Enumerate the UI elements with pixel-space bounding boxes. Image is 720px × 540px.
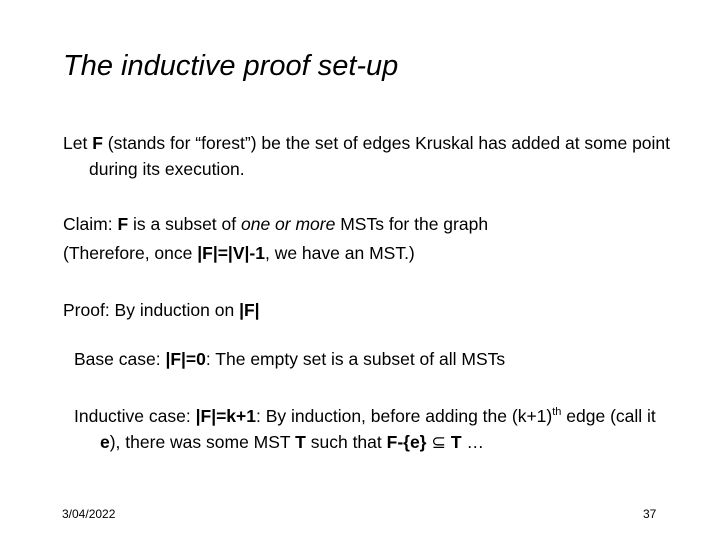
inductive-text-3: ), there was some MST [109, 432, 296, 452]
proof-term: |F| [239, 300, 260, 320]
claim-line [63, 211, 488, 237]
forest-text-1: Let [63, 133, 93, 153]
base-case [74, 346, 505, 372]
inductive-formula: |F|=k+1 [195, 406, 256, 426]
subset-symbol: ⊆ [431, 432, 447, 452]
proof-text: Proof: By induction on [63, 300, 240, 320]
footer-page-number: 37 [643, 507, 657, 521]
footer-date: 3/04/2022 [62, 507, 116, 521]
base-label: Base case: [74, 349, 166, 369]
slide-title: The inductive proof set-up [63, 50, 399, 82]
claim-emphasis: one or more [241, 214, 336, 234]
proof-line [63, 297, 260, 323]
inductive-case [74, 403, 680, 455]
inductive-text-4: such that [305, 432, 387, 452]
inductive-text-1: : By induction, before adding the (k+1) [256, 406, 553, 426]
therefore-text-2: , we have an MST.) [264, 243, 415, 263]
claim-text-3: MSTs for the graph [335, 214, 489, 234]
claim-text-1: Claim: [63, 214, 118, 234]
edge-e: e [100, 432, 110, 452]
therefore-formula: |F|=|V|-1 [197, 243, 265, 263]
claim-text-2: is a subset of [128, 214, 241, 234]
therefore-line [63, 240, 415, 266]
forest-text-2: (stands for “forest”) be the set of edges Kruskal has added at some point during its execution. [89, 133, 671, 179]
claim-term: F [117, 214, 129, 234]
tree-t: T [295, 432, 306, 452]
inductive-label: Inductive case: [74, 406, 196, 426]
base-formula: |F|=0 [165, 349, 206, 369]
inductive-text-2: edge (call it [561, 406, 656, 426]
forest-term: F [92, 133, 103, 153]
tree-t-2: T [450, 432, 462, 452]
superscript-th: th [552, 406, 562, 418]
inductive-ellipsis: … [461, 432, 484, 452]
therefore-text-1: (Therefore, once [63, 243, 198, 263]
base-text: : The empty set is a subset of all MSTs [205, 349, 506, 369]
forest-definition [63, 130, 689, 182]
forest-minus-e: F-{e} [386, 432, 427, 452]
